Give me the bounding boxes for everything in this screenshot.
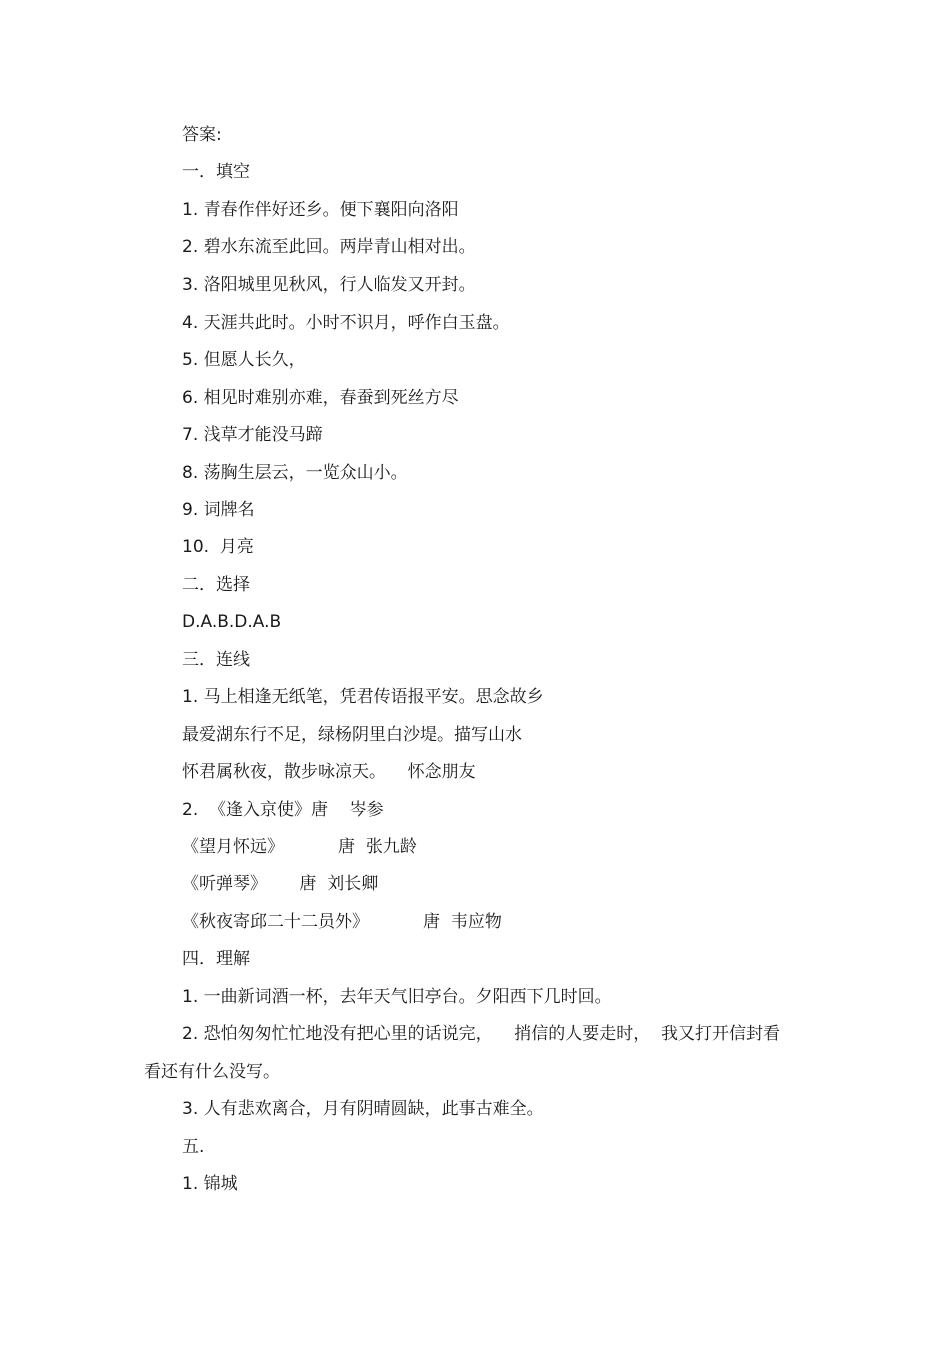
answer-line: 《望月怀远》 唐 张九龄	[182, 837, 417, 857]
answer-line: 1. 马上相逢无纸笔，凭君传语报平安。思念故乡	[182, 687, 544, 707]
answer-line-continuation: 看还有什么没写。	[144, 1062, 280, 1082]
answer-line: 8. 荡胸生层云，一览众山小。	[182, 463, 408, 483]
answer-line: 2. 《逢入京使》唐 岑参	[182, 800, 384, 820]
answer-line: 怀君属秋夜，散步咏凉天。 怀念朋友	[182, 762, 476, 782]
answer-line: 1. 青春作伴好还乡。便下襄阳向洛阳	[182, 200, 459, 220]
answer-line: 7. 浅草才能没马蹄	[182, 425, 323, 445]
answer-line: 3. 人有悲欢离合，月有阴晴圆缺，此事古难全。	[182, 1099, 544, 1119]
answer-line: 《听弹琴》 唐 刘长卿	[182, 874, 379, 894]
answer-line: 3. 洛阳城里见秋风，行人临发又开封。	[182, 275, 476, 295]
section-heading-fill-blank: 一．填空	[182, 162, 250, 182]
section-heading-comprehension: 四．理解	[182, 949, 250, 969]
answer-line: 10. 月亮	[182, 537, 254, 557]
answer-line: 6. 相见时难别亦难，春蚕到死丝方尽	[182, 388, 459, 408]
answer-line: 《秋夜寄邱二十二员外》 唐 韦应物	[182, 912, 502, 932]
section-heading-choice: 二．选择	[182, 575, 250, 595]
answer-line: 9. 词牌名	[182, 500, 255, 520]
answer-line: 1. 一曲新词酒一杯，去年天气旧亭台。夕阳西下几时回。	[182, 987, 612, 1007]
section-heading-matching: 三．连线	[182, 650, 250, 670]
section-heading-five: 五.	[182, 1137, 205, 1157]
answer-line: D.A.B.D.A.B	[182, 612, 282, 632]
answer-line: 5. 但愿人长久，	[182, 350, 306, 370]
answer-line: 2. 碧水东流至此回。两岸青山相对出。	[182, 237, 476, 257]
answer-heading: 答案:	[182, 125, 222, 145]
answer-line: 1. 锦城	[182, 1174, 238, 1194]
answer-line: 最爱湖东行不足，绿杨阴里白沙堤。描写山水	[182, 725, 522, 745]
answer-line: 4. 天涯共此时。小时不识月，呼作白玉盘。	[182, 313, 510, 333]
answer-line: 2. 恐怕匆匆忙忙地没有把心里的话说完， 捎信的人要走时， 我又打开信封看	[182, 1024, 781, 1044]
